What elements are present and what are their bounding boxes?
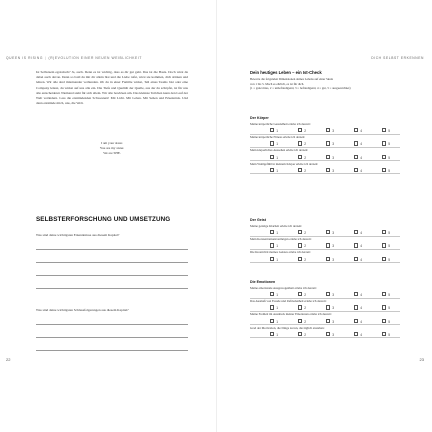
rating-option-number: 1 <box>276 257 279 262</box>
rating-item-label: Meine emotionale Ausgewogenheit erlebe ich derzeit: <box>250 286 317 290</box>
rating-option-number: 3 <box>332 306 335 311</box>
rating-option-number: 1 <box>276 168 279 173</box>
intro-line: Bewerte die folgenden Dimensionen deines Lebens auf einer Skala <box>250 77 333 81</box>
rating-item <box>250 237 410 250</box>
rating-item-label: Meine geistige Klarheit erlebe ich derzeit: <box>250 224 303 228</box>
checkbox-icon[interactable] <box>270 319 274 323</box>
poem-line: We are SHE. <box>103 151 121 156</box>
rating-item <box>250 122 410 135</box>
rating-option-number: 3 <box>332 244 335 249</box>
rating-option-number: 3 <box>332 293 335 298</box>
checkbox-icon[interactable] <box>270 155 274 159</box>
rating-group-title: Der Körper <box>250 116 269 120</box>
writing-line[interactable] <box>36 337 188 338</box>
checkbox-icon[interactable] <box>382 305 386 309</box>
rating-item-label: Grad der Motivation, die Dinge zu tun, die täglich anstehen: <box>250 325 325 330</box>
poem-line: I am your sister. <box>101 141 123 145</box>
body-line: Ist Selbstsein egoistisch? Ja, auch. Denn es ist wichtig, dass es dir gut geht. Das ist die Basis. Doch wirst du dabei auch davon. Denn so bald du mit dir allein bist und die Liebe rufst, wirst sie kommen, dich stärken und lehren. Wir alle sind miteinander verbunden. Ob du in einer Familie wirkst, Teil eines Teams bist oder eine Company leitest, du wirkst auf uns alle ein. Die Tiefe und Qualität der Quelle, aus der du schöpfst, ist für uns alle entscheidend. Niemand sieht für sich allein. Wir alle bewirken um. Das kleinste Teilchen kann den Lauf der Welt verändern. Lass die entzündenden Schwestern! Mit Licht. Mit Leben. Mit Sehen und Erkenntnis. Und dann entzünde mich, uns, die Welt. <box>36 70 188 106</box>
rating-item-label: Meine körperliche Gesundheit erlebe ich derzeit: <box>250 122 311 126</box>
rating-option-number: 1 <box>276 129 279 134</box>
rating-scale <box>270 257 410 262</box>
checkbox-icon[interactable] <box>354 128 358 132</box>
rating-option-number: 3 <box>332 142 335 147</box>
body-paragraph <box>36 70 188 106</box>
writing-line[interactable] <box>36 350 188 351</box>
checkbox-icon[interactable] <box>354 155 358 159</box>
rating-item <box>250 312 410 325</box>
right-running-header: DICH SELBST ERKENNEN <box>371 56 424 60</box>
checkbox-icon[interactable] <box>382 155 386 159</box>
writing-line[interactable] <box>36 288 188 289</box>
checkbox-icon[interactable] <box>382 168 386 172</box>
rating-item <box>250 162 410 175</box>
rating-option-number: 1 <box>276 319 279 324</box>
rating-option-number: 1 <box>276 244 279 249</box>
rating-option-number: 1 <box>276 142 279 147</box>
rating-option-number: 4 <box>360 244 363 249</box>
question-conclusions: Was sind deine wichtigsten Schlussfolgerungen aus diesem Kapitel? <box>36 308 129 312</box>
rating-item-label: Mein körperliches Aussehen erlebe ich derzeit: <box>250 148 309 153</box>
checkbox-icon[interactable] <box>326 243 330 247</box>
rating-option-number: 5 <box>388 244 391 249</box>
item-divider <box>250 262 400 263</box>
checkbox-icon[interactable] <box>382 128 386 132</box>
rating-option-number: 5 <box>388 142 391 147</box>
book-title: QUEEN IS RISING <box>6 56 44 60</box>
rating-option-number: 3 <box>332 155 335 160</box>
checkbox-icon[interactable] <box>270 305 274 309</box>
rating-option-number: 3 <box>332 257 335 262</box>
rating-option-number: 1 <box>276 306 279 311</box>
rating-scale <box>270 292 410 297</box>
rating-option-number: 2 <box>304 142 307 147</box>
intro-line: von 1 bis 5. Mach es ehrlich, es ist für dich. <box>250 81 305 86</box>
checkbox-icon[interactable] <box>298 141 302 145</box>
checkbox-icon[interactable] <box>382 141 386 145</box>
rating-option-number: 5 <box>388 293 391 298</box>
rating-scale <box>270 332 410 337</box>
checkbox-icon[interactable] <box>298 128 302 132</box>
checkbox-icon[interactable] <box>298 319 302 323</box>
checkbox-icon[interactable] <box>354 230 358 234</box>
checkbox-icon[interactable] <box>326 230 330 234</box>
checkbox-icon[interactable] <box>354 168 358 172</box>
rating-item <box>250 326 410 339</box>
writing-line[interactable] <box>36 324 188 325</box>
rating-option-number: 5 <box>388 306 391 311</box>
writing-line[interactable] <box>36 249 188 250</box>
rating-item-label: Meine Freiheit im Ausdruck meiner Emotionen erlebe ich derzeit: <box>250 312 332 317</box>
rating-scale <box>270 305 410 310</box>
rating-item-label: Meine körperliche Fitness erlebe ich derzeit: <box>250 135 306 140</box>
checkbox-icon[interactable] <box>354 332 358 336</box>
checkbox-icon[interactable] <box>382 332 386 336</box>
rating-item <box>250 299 410 312</box>
rating-option-number: 4 <box>360 168 363 173</box>
checkbox-icon[interactable] <box>382 319 386 323</box>
rating-option-number: 3 <box>332 129 335 134</box>
rating-option-number: 2 <box>304 293 307 298</box>
rating-option-number: 2 <box>304 306 307 311</box>
checkbox-icon[interactable] <box>382 230 386 234</box>
rating-item <box>250 135 410 148</box>
checkbox-icon[interactable] <box>354 257 358 261</box>
rating-option-number: 2 <box>304 319 307 324</box>
rating-option-number: 2 <box>304 257 307 262</box>
checkbox-icon[interactable] <box>270 292 274 296</box>
item-divider <box>250 173 400 174</box>
rating-option-number: 5 <box>388 168 391 173</box>
checkbox-icon[interactable] <box>326 168 330 172</box>
rating-option-number: 2 <box>304 129 307 134</box>
rating-option-number: 5 <box>388 155 391 160</box>
checkbox-icon[interactable] <box>326 319 330 323</box>
checkbox-icon[interactable] <box>382 292 386 296</box>
rating-option-number: 2 <box>304 231 307 236</box>
rating-item-label: Die Kreativität meines Geistes erlebe ich derzeit: <box>250 250 311 255</box>
book-subtitle: (R)EVOLUTION EINER NEUEN WEIBLICHKEIT <box>48 56 142 60</box>
rating-option-number: 1 <box>276 293 279 298</box>
rating-option-number: 4 <box>360 129 363 134</box>
rating-option-number: 2 <box>304 168 307 173</box>
question-insights: Was sind deine wichtigsten Erkenntnisse aus diesem Kapitel? <box>36 233 120 237</box>
left-running-header: QUEEN IS RISING | (R)EVOLUTION EINER NEUEN WEIBLICHKEIT <box>6 56 142 60</box>
checkbox-icon[interactable] <box>270 168 274 172</box>
rating-option-number: 4 <box>360 155 363 160</box>
poem-block <box>36 141 188 157</box>
rating-item-label: Mein Konzentrationsvermögen erlebe ich derzeit: <box>250 237 312 242</box>
checkbox-icon[interactable] <box>326 141 330 145</box>
section-title: SELBSTERFORSCHUNG UND UMSETZUNG <box>36 216 171 223</box>
rating-scale <box>270 319 410 324</box>
checkbox-icon[interactable] <box>326 332 330 336</box>
rating-option-number: 3 <box>332 319 335 324</box>
checkbox-icon[interactable] <box>270 128 274 132</box>
checkbox-icon[interactable] <box>382 257 386 261</box>
rating-option-number: 1 <box>276 332 279 337</box>
checkbox-icon[interactable] <box>354 292 358 296</box>
rating-option-number: 1 <box>276 155 279 160</box>
writing-line[interactable] <box>36 262 188 263</box>
item-divider <box>250 337 400 338</box>
intro-line: (1 = ganz mies, 2 = unbefriedigend, 3 = befriedigend, 4 = gut, 5 = ausgezeichnet) <box>250 86 351 91</box>
rating-item-label: Das Ausmaß von Freude und Zufriedenheit erlebe ich derzeit: <box>250 299 327 304</box>
checkbox-icon[interactable] <box>270 257 274 261</box>
rating-item <box>250 286 410 299</box>
rating-scale <box>270 155 410 160</box>
page-number: 22 <box>6 357 11 362</box>
checkbox-icon[interactable] <box>298 292 302 296</box>
rating-option-number: 5 <box>388 319 391 324</box>
rating-option-number: 2 <box>304 244 307 249</box>
rating-option-number: 5 <box>388 231 391 236</box>
rating-option-number: 3 <box>332 332 335 337</box>
checkbox-icon[interactable] <box>298 332 302 336</box>
rating-option-number: 3 <box>332 231 335 236</box>
checkbox-icon[interactable] <box>298 243 302 247</box>
rating-option-number: 4 <box>360 332 363 337</box>
rating-option-number: 3 <box>332 168 335 173</box>
rating-option-number: 4 <box>360 257 363 262</box>
rating-scale <box>270 243 410 248</box>
rating-option-number: 4 <box>360 293 363 298</box>
checkbox-icon[interactable] <box>298 168 302 172</box>
checkbox-icon[interactable] <box>326 305 330 309</box>
checkbox-icon[interactable] <box>354 319 358 323</box>
poem-line: You are my sister. <box>99 146 125 151</box>
rating-option-number: 4 <box>360 306 363 311</box>
checkbox-icon[interactable] <box>326 128 330 132</box>
checkbox-icon[interactable] <box>298 257 302 261</box>
checkbox-icon[interactable] <box>298 305 302 309</box>
checkbox-icon[interactable] <box>270 230 274 234</box>
rating-scale <box>270 168 410 173</box>
rating-option-number: 5 <box>388 332 391 337</box>
check-intro <box>250 77 410 91</box>
checkbox-icon[interactable] <box>298 155 302 159</box>
checkbox-icon[interactable] <box>326 155 330 159</box>
rating-group-title: Der Geist <box>250 218 266 222</box>
checkbox-icon[interactable] <box>270 332 274 336</box>
rating-scale <box>270 141 410 146</box>
rating-item <box>250 148 410 161</box>
rating-option-number: 2 <box>304 332 307 337</box>
rating-option-number: 4 <box>360 319 363 324</box>
rating-item <box>250 224 410 237</box>
rating-option-number: 5 <box>388 129 391 134</box>
rating-scale <box>270 128 410 133</box>
rating-option-number: 2 <box>304 155 307 160</box>
checkbox-icon[interactable] <box>354 305 358 309</box>
rating-option-number: 4 <box>360 231 363 236</box>
rating-scale <box>270 230 410 235</box>
checkbox-icon[interactable] <box>382 243 386 247</box>
right-page <box>216 0 432 432</box>
checkbox-icon[interactable] <box>326 257 330 261</box>
rating-option-number: 4 <box>360 142 363 147</box>
checkbox-icon[interactable] <box>354 243 358 247</box>
page-number: 23 <box>419 357 424 362</box>
rating-item-label: Mein Wohlgefühl in meinem Körper erlebe ich derzeit: <box>250 161 319 166</box>
checkbox-icon[interactable] <box>354 141 358 145</box>
rating-option-number: 5 <box>388 257 391 262</box>
checkbox-icon[interactable] <box>326 292 330 296</box>
checkbox-icon[interactable] <box>298 230 302 234</box>
rating-option-number: 1 <box>276 231 279 236</box>
rating-item <box>250 250 410 263</box>
writing-line[interactable] <box>36 275 188 276</box>
checkbox-icon[interactable] <box>270 243 274 247</box>
check-title: Dein heutiges Leben – ein Ist-Check <box>250 70 322 75</box>
rating-group-title: Die Emotionen <box>250 280 276 284</box>
checkbox-icon[interactable] <box>270 141 274 145</box>
